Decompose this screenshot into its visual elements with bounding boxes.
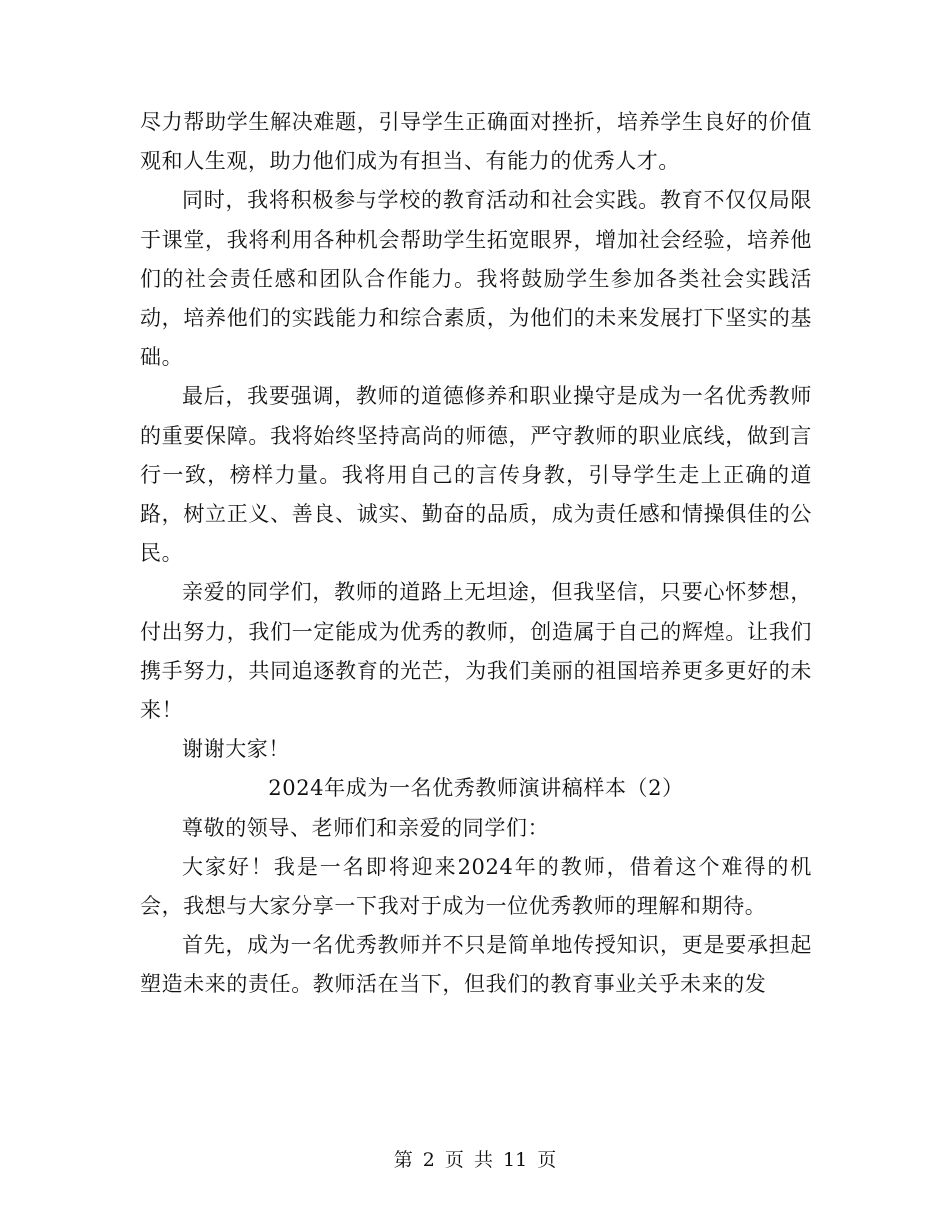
paragraph-3: 最后，我要强调，教师的道德修养和职业操守是成为一名优秀教师的重要保障。我将始终坚持高尚的师德，严守教师的职业底线，做到言行一致，榜样力量。我将用自己的言传身教，引导学生走上正确的道路，树立正义、善良、诚实、勤奋的品质，成为责任感和情操俱佳的公民。 (140, 384, 812, 566)
document-body (140, 103, 812, 1005)
section-title: 2024年成为一名优秀教师演讲稿样本（2） (268, 776, 684, 801)
paragraph-1: 尽力帮助学生解决难题，引导学生正确面对挫折，培养学生良好的价值观和人生观，助力他们成为有担当、有能力的优秀人才。 (140, 110, 812, 174)
paragraph-2: 同时，我将积极参与学校的教育活动和社会实践。教育不仅仅局限于课堂，我将利用各种机会帮助学生拓宽眼界，增加社会经验，培养他们的社会责任感和团队合作能力。我将鼓励学生参加各类社会实践活动，培养他们的实践能力和综合素质，为他们的未来发展打下坚实的基础。 (140, 188, 812, 370)
paragraph-7: 大家好！我是一名即将迎来2024年的教师，借着这个难得的机会，我想与大家分享一下我对于成为一位优秀教师的理解和期待。 (140, 854, 812, 919)
paragraph-8: 首先，成为一名优秀教师并不只是简单地传授知识，更是要承担起塑造未来的责任。教师活在当下，但我们的教育事业关乎未来的发 (140, 933, 812, 997)
paragraph-5: 谢谢大家！ (182, 737, 290, 762)
page-number-footer: 第 2 页 共 11 页 (393, 1149, 557, 1171)
paragraph-4: 亲爱的同学们，教师的道路上无坦途，但我坚信，只要心怀梦想，付出努力，我们一定能成为优秀的教师，创造属于自己的辉煌。让我们携手努力，共同追逐教育的光芒，为我们美丽的祖国培养更多更好的未来！ (140, 580, 812, 723)
paragraph-6: 尊敬的领导、老师们和亲爱的同学们： (182, 815, 550, 840)
